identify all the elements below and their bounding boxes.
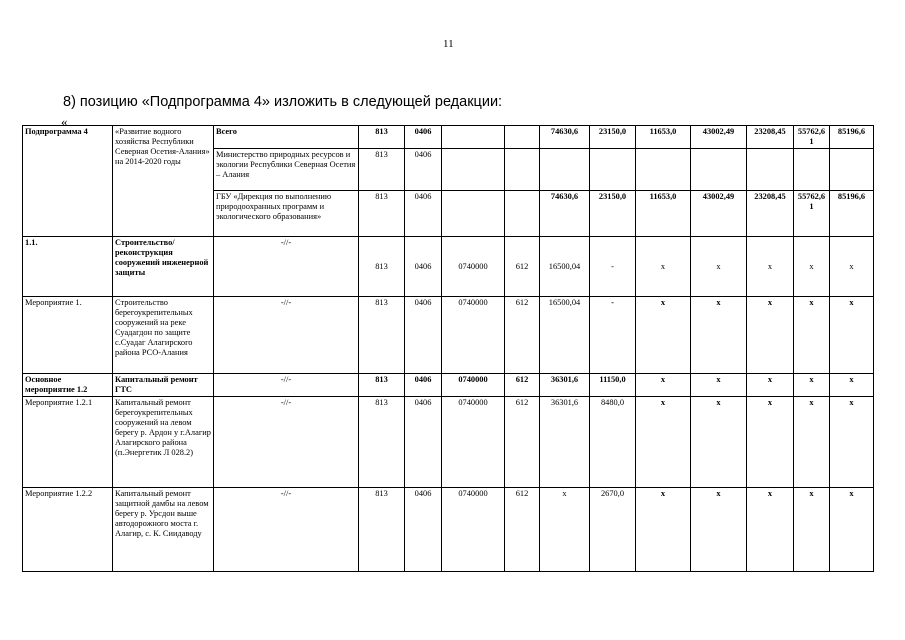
table-row <box>23 297 874 374</box>
year-cell: х <box>691 237 747 297</box>
grbs-cell: 813 <box>359 488 405 572</box>
year-cell: 11653,0 <box>636 126 691 149</box>
csr-cell: 0740000 <box>442 297 505 374</box>
executor-cell: -//- <box>214 374 359 397</box>
subprogram-label: Подпрограмма 4 <box>23 126 113 237</box>
grbs-cell: 813 <box>359 397 405 488</box>
rzpr-cell: 0406 <box>405 126 442 149</box>
year-cell: х <box>830 488 874 572</box>
total-cell: 74630,6 <box>540 126 590 149</box>
csr-cell <box>442 149 505 191</box>
year-cell: х <box>794 297 830 374</box>
total-cell: 36301,6 <box>540 397 590 488</box>
budget-table <box>22 125 874 572</box>
rzpr-cell: 0406 <box>405 297 442 374</box>
rzpr-cell: 0406 <box>405 191 442 237</box>
vr-cell: 612 <box>505 397 540 488</box>
year-cell <box>590 149 636 191</box>
item-name: Капитальный ремонт берегоукрепительных сооружений на левом берегу р. Ардон у г.Алагир Алагирского района (п.Энергетик Л 028.2) <box>113 397 214 488</box>
table-row <box>23 126 874 149</box>
rzpr-cell: 0406 <box>405 237 442 297</box>
item-name: Строительство берегоукрепительных сооружений на реке Суадагдон по защите с.Суадаг Алагирского района РСО-Алания <box>113 297 214 374</box>
year-cell: х <box>636 237 691 297</box>
executor-cell: ГБУ «Дирекция по выполнению природоохранных программ и экологического образования» <box>214 191 359 237</box>
year-cell: 23208,45 <box>747 126 794 149</box>
year-cell: х <box>830 397 874 488</box>
year-cell <box>636 149 691 191</box>
year-cell <box>830 149 874 191</box>
vr-cell <box>505 149 540 191</box>
rzpr-cell: 0406 <box>405 149 442 191</box>
csr-cell: 0740000 <box>442 397 505 488</box>
year-cell: х <box>747 237 794 297</box>
item-number: Основное мероприятие 1.2 <box>23 374 113 397</box>
year-cell: - <box>590 297 636 374</box>
grbs-cell: 813 <box>359 191 405 237</box>
year-cell <box>691 149 747 191</box>
year-cell: х <box>830 374 874 397</box>
year-cell: 43002,49 <box>691 126 747 149</box>
year-cell: 8480,0 <box>590 397 636 488</box>
csr-cell <box>442 126 505 149</box>
year-cell: 85196,6 <box>830 191 874 237</box>
vr-cell: 612 <box>505 297 540 374</box>
year-cell: х <box>636 297 691 374</box>
open-quote: « <box>61 114 68 129</box>
executor-cell: -//- <box>214 397 359 488</box>
item-number: 1.1. <box>23 237 113 297</box>
total-cell: х <box>540 488 590 572</box>
vr-cell <box>505 126 540 149</box>
page-number: 11 <box>443 38 454 50</box>
executor-cell: -//- <box>214 237 359 297</box>
executor-cell: Министерство природных ресурсов и экологии Республики Северная Осетия – Алания <box>214 149 359 191</box>
year-cell: х <box>747 374 794 397</box>
item-number: Мероприятие 1.2.1 <box>23 397 113 488</box>
year-cell: х <box>691 397 747 488</box>
vr-cell: 612 <box>505 237 540 297</box>
year-cell: 11150,0 <box>590 374 636 397</box>
year-cell: х <box>747 397 794 488</box>
year-cell: 23150,0 <box>590 191 636 237</box>
csr-cell: 0740000 <box>442 488 505 572</box>
executor-cell: -//- <box>214 488 359 572</box>
grbs-cell: 813 <box>359 237 405 297</box>
year-cell: - <box>590 237 636 297</box>
vr-cell: 612 <box>505 488 540 572</box>
item-number: Мероприятие 1.2.2 <box>23 488 113 572</box>
table-row <box>23 237 874 297</box>
year-cell: х <box>747 488 794 572</box>
vr-cell: 612 <box>505 374 540 397</box>
total-cell: 74630,6 <box>540 191 590 237</box>
year-cell: 55762,61 <box>794 126 830 149</box>
year-cell: х <box>830 297 874 374</box>
year-cell: х <box>691 488 747 572</box>
subprogram-name: «Развитие водного хозяйства Республики Северная Осетия-Алания» на 2014-2020 годы <box>113 126 214 237</box>
year-cell: х <box>747 297 794 374</box>
grbs-cell: 813 <box>359 374 405 397</box>
instruction-text: 8) позицию «Подпрограмма 4» изложить в следующей редакции: <box>63 94 503 110</box>
table-row <box>23 488 874 572</box>
table-row <box>23 397 874 488</box>
year-cell: х <box>691 297 747 374</box>
year-cell: 43002,49 <box>691 191 747 237</box>
executor-cell: -//- <box>214 297 359 374</box>
vr-cell <box>505 191 540 237</box>
year-cell <box>794 149 830 191</box>
year-cell <box>747 149 794 191</box>
year-cell: х <box>636 488 691 572</box>
year-cell: 23208,45 <box>747 191 794 237</box>
rzpr-cell: 0406 <box>405 374 442 397</box>
item-name: Капитальный ремонт ГТС <box>113 374 214 397</box>
item-name: Капитальный ремонт защитной дамбы на левом берегу р. Урсдон выше автодорожного моста г. Алагир, с. К. Сиидаводу <box>113 488 214 572</box>
year-cell: х <box>636 397 691 488</box>
total-cell: 16500,04 <box>540 237 590 297</box>
total-cell <box>540 149 590 191</box>
year-cell: 23150,0 <box>590 126 636 149</box>
total-cell: 16500,04 <box>540 297 590 374</box>
year-cell: х <box>636 374 691 397</box>
executor-cell: Всего <box>214 126 359 149</box>
item-number: Мероприятие 1. <box>23 297 113 374</box>
year-cell: 2670,0 <box>590 488 636 572</box>
year-cell: 11653,0 <box>636 191 691 237</box>
year-cell: х <box>830 237 874 297</box>
grbs-cell: 813 <box>359 149 405 191</box>
grbs-cell: 813 <box>359 126 405 149</box>
table-row <box>23 374 874 397</box>
year-cell: х <box>794 237 830 297</box>
csr-cell: 0740000 <box>442 237 505 297</box>
item-name: Строительство/ реконструкция сооружений инженерной защиты <box>113 237 214 297</box>
rzpr-cell: 0406 <box>405 397 442 488</box>
year-cell: 55762,61 <box>794 191 830 237</box>
csr-cell <box>442 191 505 237</box>
csr-cell: 0740000 <box>442 374 505 397</box>
rzpr-cell: 0406 <box>405 488 442 572</box>
year-cell: х <box>794 397 830 488</box>
year-cell: х <box>794 374 830 397</box>
grbs-cell: 813 <box>359 297 405 374</box>
year-cell: х <box>691 374 747 397</box>
total-cell: 36301,6 <box>540 374 590 397</box>
year-cell: х <box>794 488 830 572</box>
year-cell: 85196,6 <box>830 126 874 149</box>
